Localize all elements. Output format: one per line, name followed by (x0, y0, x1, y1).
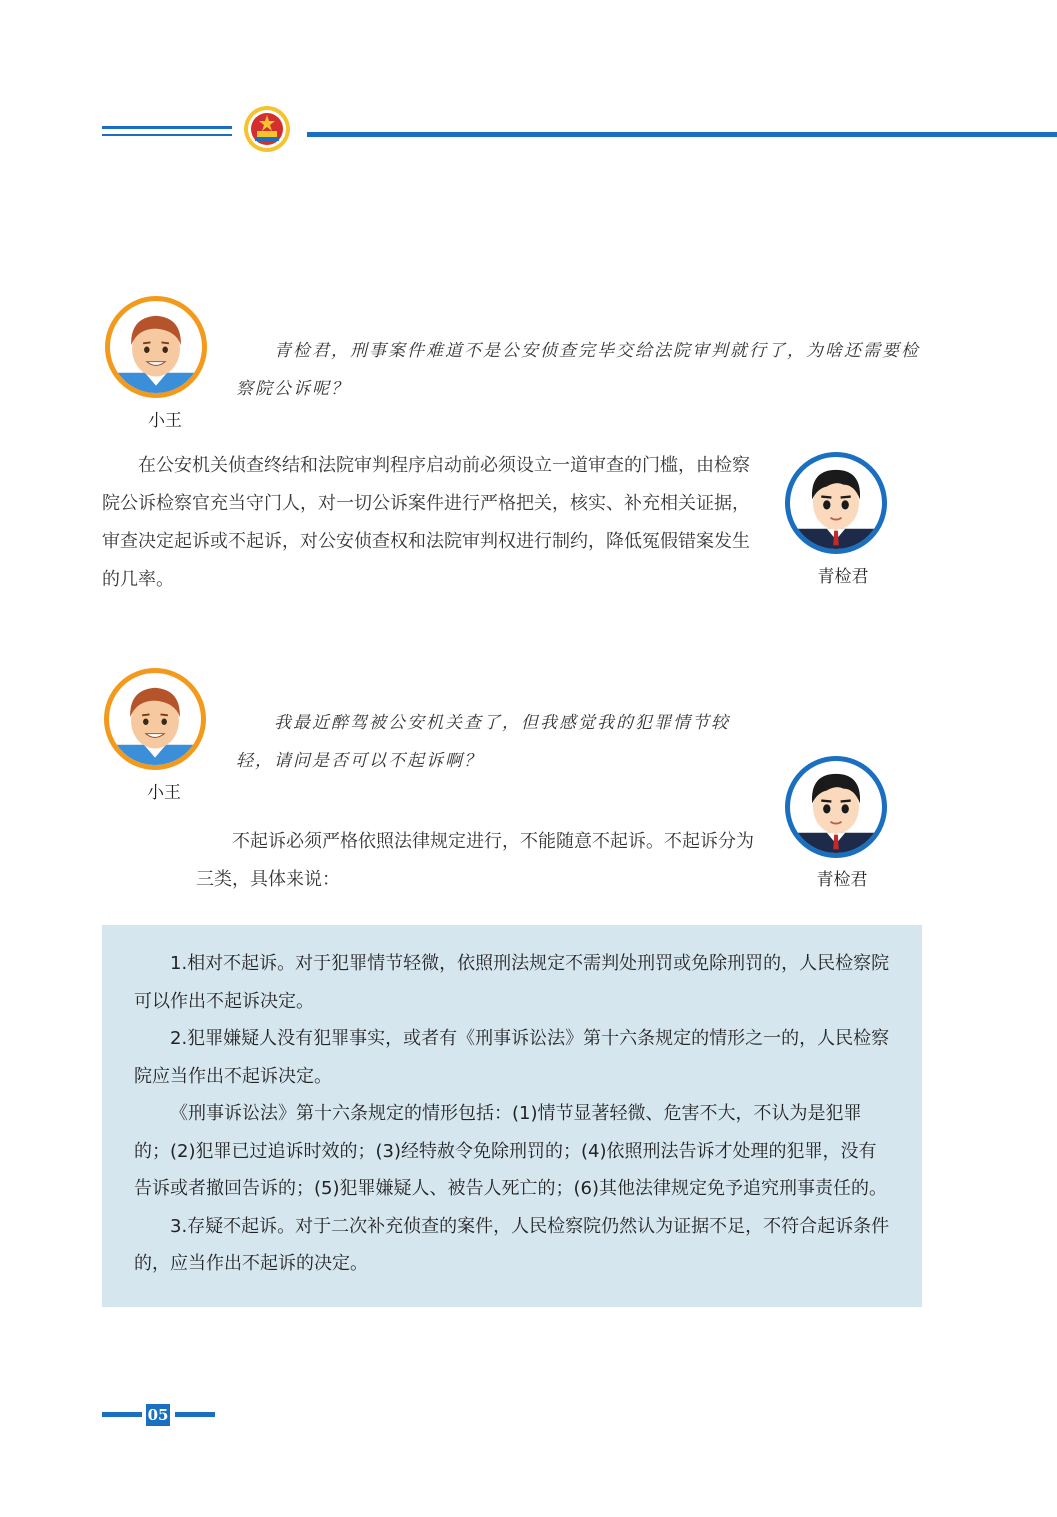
answer-paragraph: 在公安机关侦查终结和法院审判程序启动前必须设立一道审查的门槛，由检察院公诉检察官充当守门人，对一切公诉案件进行严格把关，核实、补充相关证据，审查决定起诉或不起诉，对公安侦查权和法院审判权进行制约，降低冤假错案发生的几率。 (102, 455, 750, 590)
speaker-name-qingjianjun: 青检君 (817, 567, 869, 587)
info-paragraph-statutory: 2.犯罪嫌疑人没有犯罪事实，或者有《刑事诉讼法》第十六条规定的情形之一的，人民检察院应当作出不起诉决定。 (134, 1028, 890, 1087)
info-paragraph-doubt: 3.存疑不起诉。对于二次补充侦查的案件，人民检察院仍然认为证据不足，不符合起诉条件的，应当作出不起诉的决定。 (134, 1215, 890, 1274)
header-rule-left-top (102, 126, 232, 129)
question-text: 青检君，刑事案件难道不是公安侦查完毕交给法院审判就行了，为啥还需要检察院公诉呢？ (236, 341, 920, 399)
page-number-rule-right (175, 1412, 215, 1417)
speaker-name-qingjianjun: 青检君 (816, 870, 868, 890)
answer-text (196, 823, 768, 899)
avatar-qingjianjun (785, 756, 887, 858)
page-number: 05 (147, 1406, 169, 1424)
avatar-qingjianjun (785, 452, 887, 554)
question-text: 我最近醉驾被公安机关查了，但我感觉我的犯罪情节较轻，请问是否可以不起诉啊？ (236, 713, 730, 771)
page-number-rule-left (102, 1412, 142, 1417)
info-box-content (134, 945, 894, 1283)
info-paragraph-article16: 《刑事诉讼法》第十六条规定的情形包括：(1)情节显著轻微、危害不大，不认为是犯罪的；(2)犯罪已过追诉时效的；(3)经特赦令免除刑罚的；(4)依照刑法告诉才处理的犯罪，没有告诉或者撤回告诉的；(5)犯罪嫌疑人、被告人死亡的；(6)其他法律规定免予追究刑事责任的。 (134, 1103, 887, 1199)
answer-paragraph: 不起诉必须严格依照法律规定进行，不能随意不起诉。不起诉分为三类，具体来说： (196, 831, 754, 890)
non-prosecution-info-box (102, 925, 922, 1307)
answer-text (102, 447, 764, 599)
header-rule-right (307, 132, 1057, 137)
header-rule-left-bottom (102, 134, 232, 136)
speaker-name-xiaowang: 小王 (148, 411, 182, 431)
avatar-xiaowang (105, 296, 207, 398)
avatar-xiaowang (104, 668, 206, 770)
speaker-name-xiaowang: 小王 (147, 783, 181, 803)
procuratorate-emblem-icon (243, 105, 291, 153)
info-paragraph-relative: 1.相对不起诉。对于犯罪情节轻微，依照刑法规定不需判处刑罚或免除刑罚的，人民检察院可以作出不起诉决定。 (134, 953, 890, 1012)
